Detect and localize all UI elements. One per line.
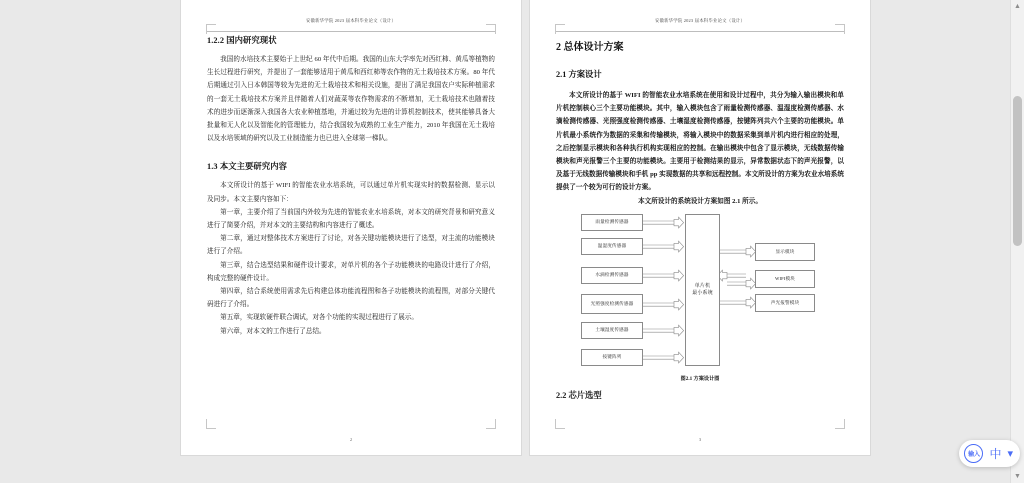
header-rule-left bbox=[207, 31, 495, 32]
scrollbar-thumb[interactable] bbox=[1013, 96, 1022, 246]
heading-chapter-2: 2 总体设计方案 bbox=[556, 42, 624, 53]
block-diagram bbox=[575, 211, 825, 371]
diagram-block-rain-sensor: 雨量检测传感器 bbox=[581, 214, 643, 231]
page-body-right bbox=[556, 36, 844, 421]
diagram-block-light-intensity: 光照强度检测传感器 bbox=[581, 294, 643, 314]
paragraph-figure-reference: 本文所设计的系统设计方案如图 2.1 所示。 bbox=[638, 197, 762, 205]
paragraph-chapter-4: 第四章，结合系统使用需求先后构建总体功能流程图和各子功能模块的流程图，对部分关键代码进行了介绍。 bbox=[207, 287, 495, 309]
paragraph-chapter-3: 第三章，结合选型结果和硬件设计要求，对单片机的各个子功能模块的电路设计进行了介绍，构成完整的硬件设计。 bbox=[207, 261, 495, 282]
margin-mark-top-right bbox=[835, 24, 845, 34]
page-body-left bbox=[207, 36, 495, 421]
diagram-block-display-module: 显示模块 bbox=[755, 243, 815, 261]
canvas-gutter-left bbox=[0, 0, 180, 483]
spacer bbox=[207, 145, 495, 162]
heading-1-3: 1.3 本文主要研究内容 bbox=[207, 162, 288, 172]
paragraph-chapter-2: 第二章，通过对整体技术方案进行了讨论，对各关键功能模块进行了选型，对主流的功能模块进行了介绍。 bbox=[207, 235, 495, 256]
paragraph-chapter-6: 第六章，对本文的工作进行了总结。 bbox=[220, 327, 326, 335]
paragraph-overview: 本文所设计的基于 WIFI 的智能农业水培系统，可以通过单片机实现实时的数据检测、显示以及同步。本文主要内容如下： bbox=[207, 182, 495, 203]
margin-mark-top-left bbox=[206, 24, 216, 34]
page-number-left: 2 bbox=[349, 437, 353, 442]
ime-chevron-down-icon[interactable]: ▾ bbox=[1007, 448, 1013, 460]
paragraph-domestic-research: 我国的水培技术主要始于上世纪 60 年代中后期。我国的山东大学率先对西红柿、黄瓜等植物的生长过程进行研究，并提出了一套能够适用于黄瓜和西红柿等农作物的无土栽培技术方案。80 年代后期通过引入日本韩国等较为先进的无土栽培技术和相关设施，提出了满足我国农户实际种植需求的一套无土栽培技术方案并且伴随着人们对蔬菜等农作物需求的不断增加，无土栽培技术也随着技术的进步而逐渐深入我国各大农业种植基地，并通过较为先进的计算机控制技术，使其能够具备大批量和无人化以及智能化的管理能力，结合我国较为成熟的工业生产能力，2010 年我国在无土栽培以及水培领域的研究以及工业制造能力也已进入全球第一梯队。 bbox=[207, 55, 495, 143]
margin-mark-top-right bbox=[486, 24, 496, 34]
diagram-block-soil-moisture: 土壤湿度传感器 bbox=[581, 322, 643, 339]
mcu-label-line-2: 最小系统 bbox=[692, 290, 713, 296]
diagram-block-alarm-module: 声光报警模块 bbox=[755, 294, 815, 312]
mcu-label-line-1: 单片机 bbox=[694, 283, 711, 289]
heading-1-2-2: 1.2.2 国内研究现状 bbox=[207, 36, 277, 45]
running-header-left: 安徽新华学院 2023 届本科毕业论文（设计） bbox=[305, 18, 397, 23]
scroll-up-arrow-icon[interactable]: ▲ bbox=[1014, 3, 1021, 10]
document-page-right[interactable] bbox=[530, 0, 870, 455]
scroll-down-arrow-icon[interactable]: ▼ bbox=[1014, 473, 1021, 480]
diagram-block-water-drop: 水滴检测传感器 bbox=[581, 267, 643, 284]
page-number-right: 3 bbox=[698, 437, 702, 442]
diagram-block-keypad-matrix: 按键阵列 bbox=[581, 349, 643, 366]
figure-2-1 bbox=[556, 211, 844, 382]
margin-mark-top-left bbox=[555, 24, 565, 34]
diagram-block-mcu-core bbox=[685, 214, 720, 366]
document-page-left[interactable] bbox=[181, 0, 521, 455]
paragraph-scheme-design: 本文所设计的基于 WIFI 的智能农业水培系统在使用和设计过程中，共分为输入输出模块和单片机控制核心三个主要功能模块。其中，输入模块包含了雨量检测传感器、温湿度检测传感器、水滴检测传感器、光照强度检测传感器、土壤湿度检测传感器，按键阵列共六个主要的功能模块。单片机最小系统作为数据的采集和传输模块，将输入模块中的数据采集到单片机内进行相应的处理，之后控制显示模块和各种执行机构实现相应的控制。在输出模块中包含了显示模块，无线数据传输模块和声光报警三个主要的功能模块。主要用于检测结果的显示，异常数据状态下的声光报警，以及基于无线数据传输模块和手机 pp 实现数据的共享和远程控制。本文所设计的方案为农业水培系统提供了一个较为可行的设计方案。 bbox=[556, 91, 844, 192]
heading-2-1: 2.1 方案设计 bbox=[556, 70, 602, 79]
ime-language-mode[interactable]: 中 bbox=[989, 447, 1002, 461]
header-rule-right bbox=[556, 31, 844, 32]
diagram-block-wifi-module: WIFI模块 bbox=[755, 270, 815, 288]
paragraph-chapter-1: 第一章，主要介绍了当前国内外较为先进的智能农业水培系统，对本文的研究背景和研究意义进行了简要介绍，并对本文的主要结构和内容进行了概述。 bbox=[207, 208, 495, 229]
running-header-right: 安徽新华学院 2023 届本科毕业论文（设计） bbox=[654, 18, 746, 23]
ime-logo-icon[interactable]: 输入 bbox=[964, 444, 983, 463]
vertical-scrollbar[interactable] bbox=[1010, 0, 1024, 483]
paragraph-chapter-5: 第五章，实现软硬件联合调试，对各个功能的实现过程进行了展示。 bbox=[220, 314, 419, 322]
diagram-block-temp-humidity: 温湿度传感器 bbox=[581, 238, 643, 255]
figure-caption-2-1: 图2.1 方案设计图 bbox=[680, 375, 720, 382]
ime-floating-toolbar[interactable] bbox=[959, 440, 1020, 467]
heading-2-2: 2.2 芯片选型 bbox=[556, 390, 602, 400]
